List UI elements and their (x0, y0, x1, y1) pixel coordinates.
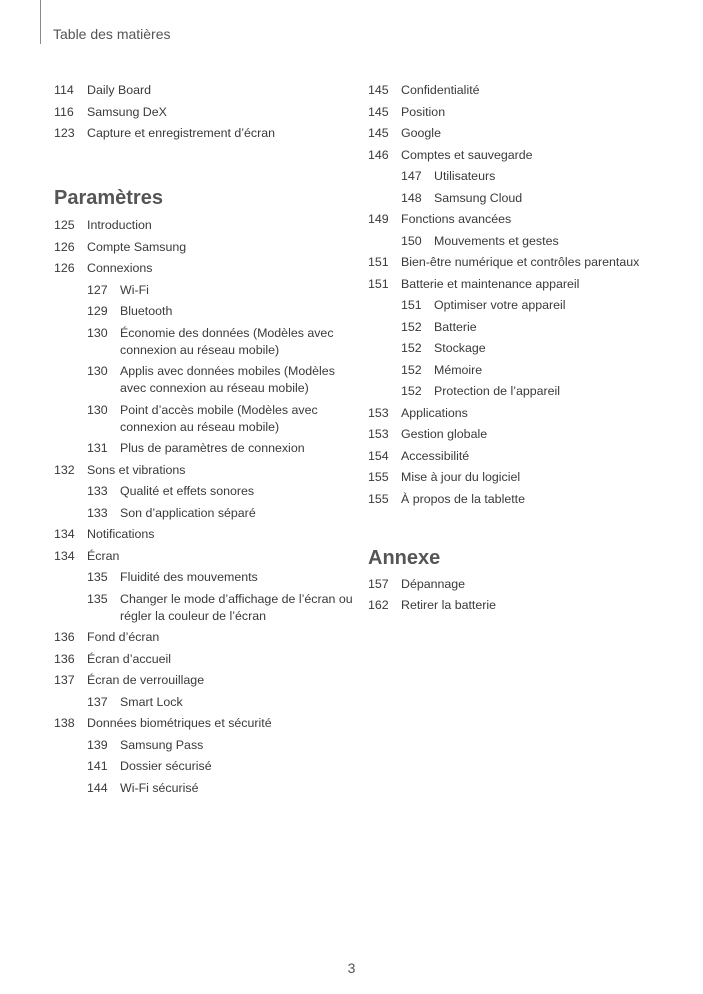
page-number: 3 (347, 960, 356, 976)
toc-entry[interactable] (368, 405, 688, 422)
toc-entry[interactable] (54, 462, 354, 479)
toc-entry-title: Google (401, 126, 441, 140)
toc-entry-title: Données biométriques et sécurité (87, 716, 272, 730)
toc-subentry[interactable] (54, 569, 354, 586)
toc-subentry[interactable] (54, 694, 354, 711)
toc-entry-title: Fluidité des mouvements (120, 570, 258, 584)
toc-entry-title: Smart Lock (120, 694, 183, 709)
toc-entry-title: Position (401, 104, 446, 119)
toc-page-number: 162 (368, 598, 389, 612)
toc-entry[interactable] (368, 469, 688, 486)
toc-page-number: 126 (54, 261, 75, 275)
toc-page-number: 130 (87, 325, 108, 340)
toc-subentry[interactable] (54, 591, 354, 625)
toc-page-number: 149 (368, 212, 389, 226)
toc-page-number: 141 (87, 759, 108, 773)
toc-page-number: 150 (401, 233, 422, 248)
toc-entry-title: Gestion globale (401, 427, 488, 441)
toc-entry-title: Fonctions avancées (401, 212, 512, 226)
toc-entry-title: Fond d’écran (87, 630, 160, 644)
toc-entry[interactable] (54, 629, 354, 646)
toc-entry[interactable] (54, 672, 354, 689)
toc-page-number: 139 (87, 737, 108, 752)
toc-entry[interactable] (368, 576, 688, 593)
toc-left-column (54, 82, 354, 801)
toc-entry-title: Mise à jour du logiciel (401, 470, 521, 484)
toc-page-number: 144 (87, 780, 108, 795)
toc-right-column (368, 82, 688, 619)
toc-subentry[interactable] (54, 440, 354, 457)
toc-entry-title: Applications (401, 405, 468, 420)
toc-page-number: 155 (368, 491, 389, 506)
toc-entry-title: Stockage (434, 341, 486, 355)
toc-entry-title: Plus de paramètres de connexion (120, 441, 305, 455)
toc-entry-title: Dépannage (401, 576, 466, 591)
toc-page-number: 136 (54, 630, 75, 644)
toc-page-number: 145 (368, 104, 389, 119)
toc-entry[interactable] (368, 426, 688, 443)
toc-page-number: 153 (368, 405, 389, 420)
toc-subentry[interactable] (54, 325, 354, 359)
toc-page-number: 132 (54, 462, 75, 477)
toc-entry-title: Introduction (87, 218, 152, 232)
toc-entry-title: Samsung Cloud (434, 190, 523, 205)
toc-page-number: 146 (368, 147, 389, 162)
toc-subentry[interactable] (368, 168, 688, 185)
toc-page-number: 126 (54, 239, 75, 254)
toc-entry[interactable] (368, 491, 688, 508)
toc-entry-title: Samsung Pass (120, 737, 204, 752)
toc-entry-title: Mouvements et gestes (434, 233, 559, 248)
toc-entry[interactable] (54, 526, 354, 543)
toc-page-number: 155 (368, 470, 389, 484)
toc-entry[interactable] (54, 548, 354, 565)
toc-entry-title: Samsung DeX (87, 104, 167, 119)
toc-subentry[interactable] (54, 758, 354, 775)
toc-entry[interactable] (368, 125, 688, 142)
toc-entry-title: Daily Board (87, 83, 152, 97)
toc-entry[interactable] (54, 82, 354, 99)
toc-entry-title: Utilisateurs (434, 169, 496, 183)
toc-subentry[interactable] (368, 319, 688, 336)
toc-page-number: 138 (54, 716, 75, 730)
toc-entry[interactable] (368, 104, 688, 121)
toc-entry[interactable] (54, 651, 354, 668)
toc-entry[interactable] (368, 276, 688, 293)
toc-entry-title: Confidentialité (401, 83, 480, 97)
toc-subentry[interactable] (368, 233, 688, 250)
toc-entry-title: Applis avec données mobiles (Modèles avec connexion au réseau mobile) (120, 364, 335, 395)
toc-entry[interactable] (368, 147, 688, 164)
toc-page-number: 133 (87, 505, 108, 520)
toc-subentry[interactable] (54, 303, 354, 320)
toc-entry[interactable] (368, 448, 688, 465)
toc-page-number: 152 (401, 341, 422, 355)
toc-page-number: 154 (368, 448, 389, 463)
toc-entry[interactable] (368, 211, 688, 228)
toc-entry-title: Son d’application séparé (120, 505, 256, 520)
toc-entry-title: Bien-être numérique et contrôles parentaux (401, 255, 640, 269)
toc-entry-title: Batterie (434, 319, 477, 334)
toc-entry[interactable] (368, 597, 688, 614)
toc-entry-title: Batterie et maintenance appareil (401, 276, 580, 291)
toc-entry[interactable] (54, 715, 354, 732)
toc-entry-title: Écran (87, 548, 120, 563)
toc-page-number: 129 (87, 304, 108, 318)
toc-subentry[interactable] (368, 297, 688, 314)
toc-entry-title: Écran de verrouillage (87, 673, 205, 687)
toc-entry-title: Wi-Fi (120, 282, 149, 297)
toc-page-number: 145 (368, 83, 389, 97)
toc-entry[interactable] (368, 82, 688, 99)
toc-entry-title: Notifications (87, 527, 155, 541)
toc-page-number: 130 (87, 364, 108, 378)
toc-entry-title: Dossier sécurisé (120, 759, 212, 773)
toc-entry-title: Sons et vibrations (87, 462, 186, 477)
toc-page-number: 157 (368, 576, 389, 591)
toc-subentry[interactable] (54, 505, 354, 522)
toc-entry-title: Optimiser votre appareil (434, 298, 566, 312)
toc-entry-title: Point d’accès mobile (Modèles avec connexion au réseau mobile) (120, 402, 318, 434)
header-rule (40, 0, 41, 44)
toc-entry[interactable] (368, 254, 688, 271)
toc-entry[interactable] (54, 239, 354, 256)
toc-entry-title: Capture et enregistrement d’écran (87, 126, 276, 140)
toc-page-number: 147 (401, 169, 422, 183)
toc-page-number: 136 (54, 651, 75, 666)
toc-page-number: 153 (368, 427, 389, 441)
toc-page-number: 133 (87, 484, 108, 498)
toc-page-number: 145 (368, 126, 389, 140)
toc-subentry[interactable] (368, 383, 688, 400)
toc-page-number: 135 (87, 570, 108, 584)
toc-subentry[interactable] (54, 737, 354, 754)
toc-subentry[interactable] (54, 780, 354, 797)
toc-page-number: 148 (401, 190, 422, 205)
toc-entry-title: Connexions (87, 261, 153, 275)
toc-subentry[interactable] (368, 362, 688, 379)
toc-entry-title: À propos de la tablette (401, 491, 525, 506)
toc-subentry[interactable] (54, 282, 354, 299)
toc-entry-title: Mémoire (434, 362, 483, 377)
toc-page-number: 116 (54, 104, 74, 119)
toc-page-number: 131 (87, 441, 108, 455)
toc-page-number: 134 (54, 527, 75, 541)
toc-entry-title: Protection de l’appareil (434, 384, 561, 398)
toc-entry[interactable] (54, 260, 354, 277)
toc-subentry[interactable] (54, 402, 354, 436)
toc-page-number: 137 (54, 673, 75, 687)
page-header-title: Table des matières (53, 26, 171, 42)
toc-entry-title: Changer le mode d’affichage de l’écran ou régler la couleur de l’écran (120, 591, 353, 623)
section-title-annexe: Annexe (368, 546, 441, 569)
toc-page-number: 123 (54, 126, 75, 140)
toc-subentry[interactable] (54, 363, 354, 397)
toc-entry[interactable] (54, 217, 354, 234)
section-title-parametres: Paramètres (54, 187, 163, 209)
toc-entry-title: Écran d’accueil (87, 651, 172, 666)
toc-page-number: 152 (401, 362, 422, 377)
toc-page-number: 135 (87, 591, 108, 606)
toc-entry[interactable] (54, 125, 354, 142)
toc-entry-title: Comptes et sauvegarde (401, 147, 533, 162)
toc-entry-title: Retirer la batterie (401, 598, 497, 612)
toc-page-number: 137 (87, 694, 108, 709)
toc-page-number: 151 (368, 276, 389, 291)
toc-entry[interactable] (54, 104, 354, 121)
toc-entry-title: Wi-Fi sécurisé (120, 780, 199, 795)
toc-page-number: 127 (87, 282, 108, 297)
toc-subentry[interactable] (368, 340, 688, 357)
toc-page-number: 130 (87, 402, 108, 417)
toc-page-number: 152 (401, 319, 422, 334)
toc-page-number: 125 (54, 218, 75, 232)
toc-entry-title: Économie des données (Modèles avec connexion au réseau mobile) (120, 325, 334, 357)
toc-entry-title: Qualité et effets sonores (120, 484, 255, 498)
toc-entry-title: Bluetooth (120, 304, 173, 318)
toc-page-number: 151 (368, 255, 389, 269)
toc-page-number: 134 (54, 548, 75, 563)
toc-page-number: 151 (401, 298, 422, 312)
toc-entry-title: Compte Samsung (87, 239, 187, 254)
toc-page-number: 114 (54, 83, 74, 97)
toc-page-number: 152 (401, 384, 422, 398)
toc-subentry[interactable] (54, 483, 354, 500)
toc-entry-title: Accessibilité (401, 448, 470, 463)
toc-subentry[interactable] (368, 190, 688, 207)
